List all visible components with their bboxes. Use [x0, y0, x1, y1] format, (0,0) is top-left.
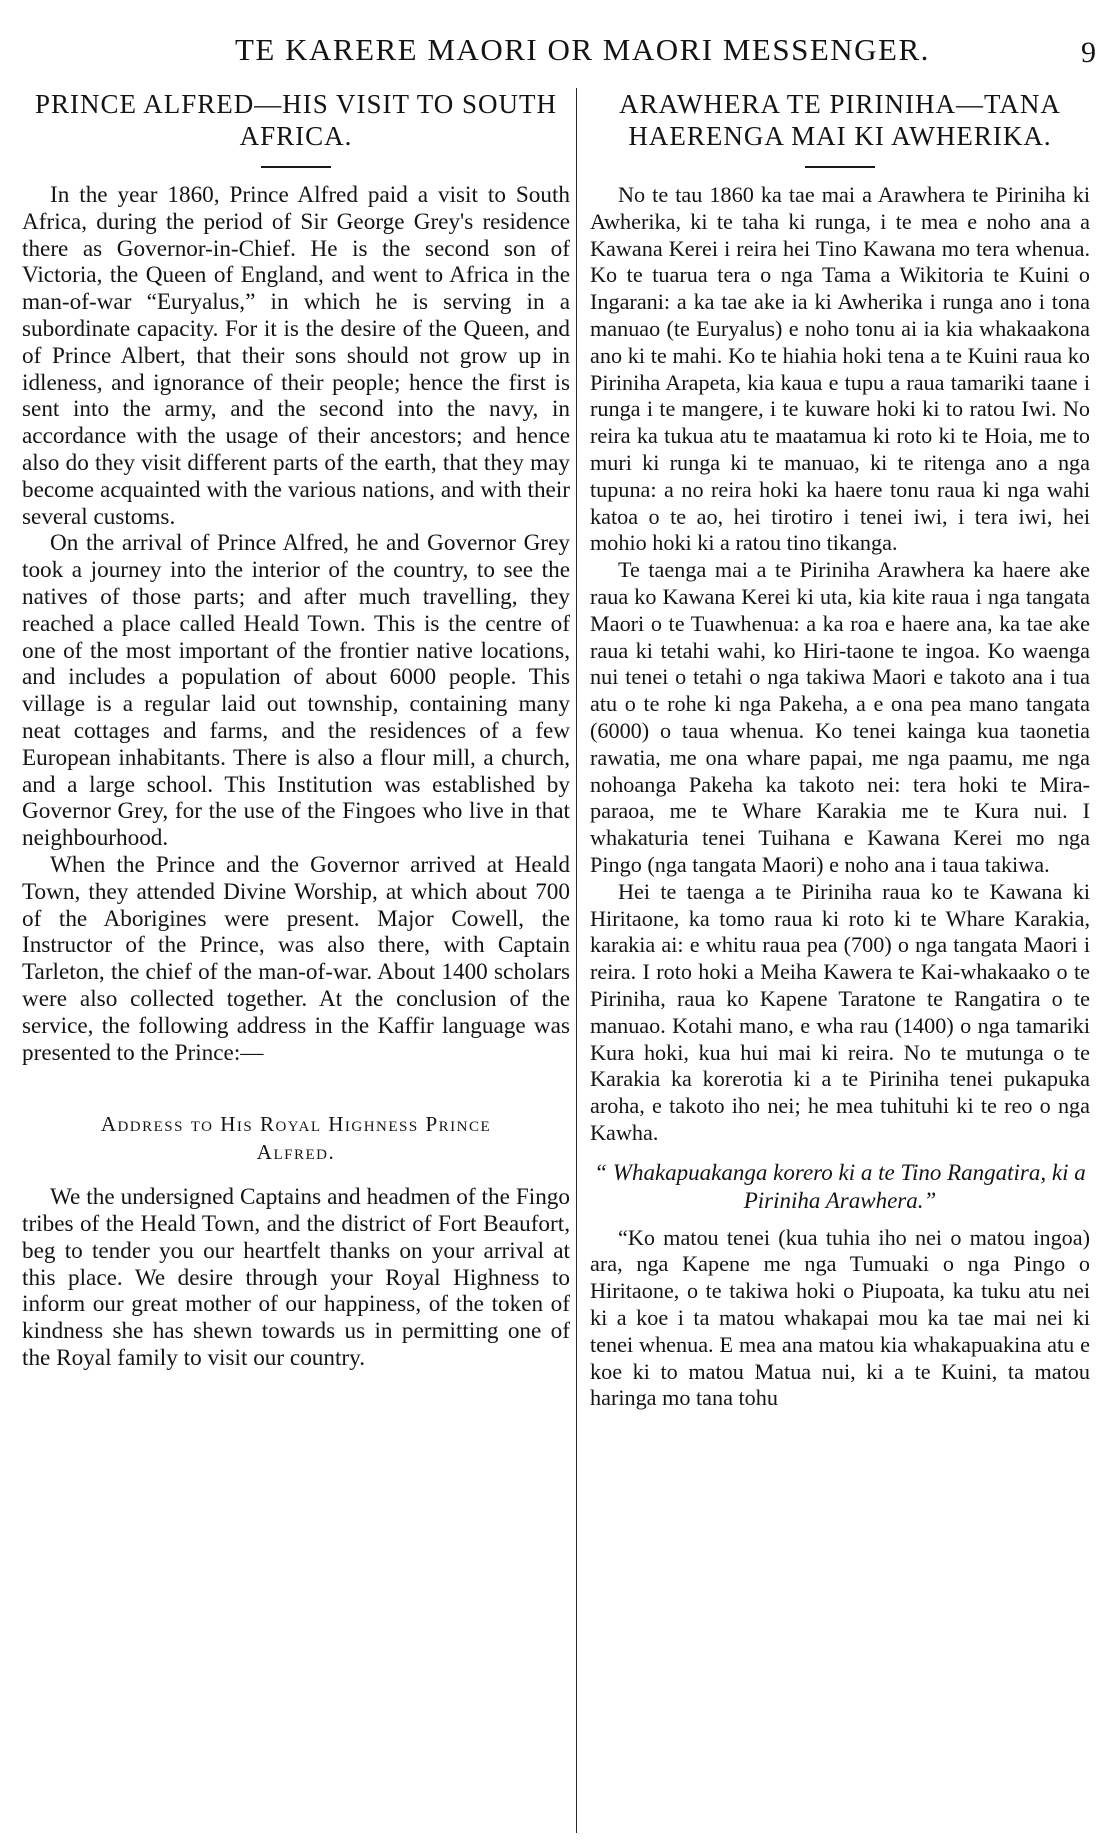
english-headline: [22, 88, 570, 152]
maori-paragraph-1: No te tau 1860 ka tae mai a Arawhera te Piriniha ki Awherika, ki te taha ki runga, i te mea e noho ana a Kawana Kerei i reira hei Tino Kawana mo tera whenua. Ko te tuarua tera o nga Tama a Wikitoria te Kuini o Ingarani: a ka tae ake ia ki Awherika i runga ano i tona manuao (te Euryalus) e noho tonu ai ia kia whakaakona ano ki te mahi. Ko te hiahia hoki tena a te Kuini raua ko Piriniha Arapeta, kia kaua e tupu a raua tamariki taane i runga i te mangere, i te kuware hoki ki to ratou Iwi. No reira ka tukua atu te maatamua ki roto ki te Hoia, me to muri ki runga ki te manuao, ki te ritenga ano a nga tupuna: a no reira hoki ka haere tonu raua ki nga wahi katoa o te ao, hei tirotiro i tenei iwi, i tera iwi, hei mohio hoki ki a ratou tino tikanga.: [590, 182, 1090, 556]
running-header: [0, 24, 1114, 74]
english-paragraph-2: On the arrival of Prince Alfred, he and Governor Grey took a journey into the interior of the country, to see the natives of those parts; and after much travelling, they reached a place called Heald Town. This is the centre of one of the most important of the frontier native locations, and includes a population of about 6000 people. This village is a regular laid out township, containing many neat cottages and farms, and the residences of a few European inhabitants. There is also a flour mill, a church, and a large school. This Institution was established by Governor Grey, for the use of the Fingoes who live in that neighbourhood.: [22, 530, 570, 852]
maori-paragraph-3: Hei te taenga a te Piriniha raua ko te Kawana ki Hiritaone, ka tomo raua ki roto ki te Whare Karakia, karakia ai: e whitu raua pea (700) o nga tangata Maori i reira. I roto hoki a Meiha Kawera te Kai-whakaako o te Piriniha, raua ko Kapene Taratone te Rangatira o te manuao. Kotahi mano, e wha rau (1400) o nga tamariki Kura hoki, kua hui mai ki reira. No te mutunga o te Karakia ka korerotia ki a te Piriniha tenei pukapuka aroha, e takoto iho nei; he mea tuhituhi ki te reo o nga Kawha.: [590, 878, 1090, 1145]
english-headline-rule: [261, 166, 331, 168]
english-headline-line2: AFRICA.: [239, 121, 353, 151]
maori-column: [590, 88, 1090, 1818]
english-address-heading: [22, 1110, 570, 1166]
maori-address-paragraph: “Ko matou tenei (kua tuhia iho nei o matou ingoa) ara, nga Kapene me nga Tumuaki o nga Pingo o Hiritaone, o te takiwa hoki o Piupoata, ka tuku atu nei ki a koe i ta matou whakapai mou ka tae mai nei ki tenei whenua. E mea ana matou kia whakapuakina atu e koe ki to matou Matua nui, ki a te Kuini, ta matou haringa mo tana tohu: [590, 1224, 1090, 1411]
maori-article-body: [590, 182, 1090, 1147]
maori-address-heading: “ Whakapuakanga korero ki a te Tino Rangatira, ki a Piriniha Arawhera.”: [594, 1159, 1086, 1213]
english-address-heading-line2: Alfred.: [256, 1140, 336, 1165]
maori-address-body: [590, 1225, 1090, 1413]
english-paragraph-1: In the year 1860, Prince Alfred paid a visit to South Africa, during the period of Sir George Grey's residence there as Governor-in-Chief. He is the second son of Victoria, the Queen of England, and went to Africa in the man-of-war “Euryalus,” in which he is serving in a subordinate capacity. For it is the desire of the Queen, and of Prince Albert, that their sons should not grow up in idleness, and ignorance of their people; hence the first is sent into the army, and the second into the navy, in accordance with the usage of their ancestors; and hence also do they visit different parts of the earth, that they may become acquainted with the various nations, and with their several customs.: [22, 182, 570, 530]
english-column: [22, 88, 570, 1818]
english-address-paragraph: We the undersigned Captains and headmen of the Fingo tribes of the Heald Town, and the district of Fort Beaufort, beg to tender you our heartfelt thanks on your arrival at this place. We desire through your Royal Highness to inform our great mother of our happiness, of the token of kindness she has shewn towards us in permitting one of the Royal family to visit our country.: [22, 1184, 570, 1372]
english-article-body: [22, 182, 570, 1066]
maori-headline-line1: ARAWHERA TE PIRINIHA—TANA: [619, 89, 1061, 119]
maori-paragraph-2: Te taenga mai a te Piriniha Arawhera ka haere ake raua ko Kawana Kerei ki uta, kia kite raua i nga tangata Maori o te Tuawhenua: a ka roa e haere ana, ka tae ake raua ki tetahi wahi, ko Hiri-taone te ingoa. Ko waenga nui tenei o tetahi o nga takiwa Maori e takoto ana i tua atu o te rohe ki nga Pakeha, a e ona pea mano tangata (6000) o taua whenua. Ko tenei kainga kua taonetia rawatia, me ona whare papai, me nga paamu, me nga nohoanga Pakeha ka takoto nei: tera hoki te Mira-paraoa, me te Whare Karakia me te Kura nui. I whakaturia tenei Tuihana e Kawana Kerei mo nga Pingo (nga tangata Maori) e noho ana i taua takiwa.: [590, 557, 1090, 877]
english-headline-line1: PRINCE ALFRED—HIS VISIT TO SOUTH: [34, 89, 558, 119]
maori-headline-line2: HAERENGA MAI KI AWHERIKA.: [628, 121, 1052, 151]
masthead-title: TE KARERE MAORI OR MAORI MESSENGER.: [235, 32, 930, 67]
english-paragraph-3: When the Prince and the Governor arrived at Heald Town, they attended Divine Worship, at which about 700 of the Aborigines were present. Major Cowell, the Instructor of the Prince, was also there, with Captain Tarleton, the chief of the man-of-war. About 1400 scholars were also collected together. At the conclusion of the service, the following address in the Kaffir language was presented to the Prince:—: [22, 851, 570, 1066]
page-number: 9: [1081, 36, 1096, 69]
english-address-body: [22, 1184, 570, 1372]
column-divider: [576, 88, 577, 1833]
maori-headline-rule: [805, 166, 875, 168]
english-address-heading-line1: Address to His Royal Highness Prince: [100, 1112, 492, 1137]
maori-headline: [590, 88, 1090, 152]
